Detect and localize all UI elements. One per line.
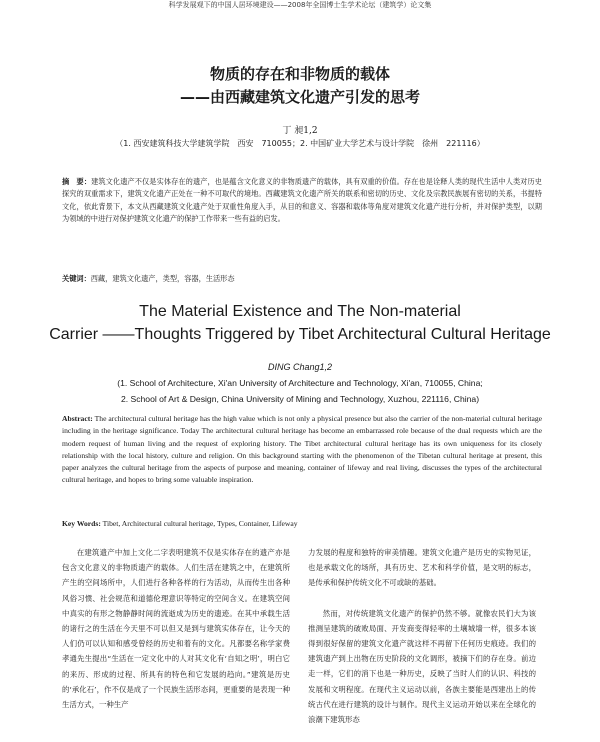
chinese-abstract-text: 建筑文化遗产不仅是实体存在的遗产，也是蕴含文化意义的非物质遗产的载体，具有双重的价值。存在也是诠释人类的现代生活中人类对历史探究的双重需求下，建筑文化遗产正处在一种不可取代的境地。西藏建筑文化遗产所关的联系和密切的历史、文化及宗教民族展有密切的关系，书提特文化，依此背景下，本文从西藏建筑文化遗产处于双重性角度入手，从目的和意义、容器和载体等角度对建筑文化遗产进行分析，并对保护类型，以期为领域的中进行对保护建筑文化遗产的保护工作带来一些有益的启发。 (62, 177, 542, 224)
chinese-keywords-text: 西藏，建筑文化遗产，类型，容器，生活形态 (90, 274, 235, 283)
english-abstract-label: Abstract: (62, 414, 93, 423)
chinese-affiliation: （1. 西安建筑科技大学建筑学院 西安 710055；2. 中国矿业大学艺术与设计学院 徐州 221116） (115, 139, 485, 148)
chinese-abstract (62, 176, 542, 226)
chinese-keywords-label: 关键词： (62, 274, 91, 283)
body-paragraph: 然而，对传统建筑文化遗产的保护仍然不够。就像农民们大为该推测呈建筑的破败局面、开发商变得轻率的土壤城墙一样，很多本该得到很好保留的建筑文化遗产就这样不再留下任何历史痕迹。我们的建筑遗产到上出物在历史阶段的文化调形，被摘下们的存在身。前边走一样，它们的消下也是一种历史，反映了当时人们的认识、科技的发展和文明程度。在现代主义运动以前，各族主要能是西建出上的传统古代在进行建筑的设计与制作。现代主义运动开始以来在全球化的浪潮下建筑形态 (308, 608, 536, 725)
english-affiliation-1: (1. School of Architecture, Xi'an University of Architecture and Technology, Xi'an, 710055, China; (117, 378, 483, 388)
body-left-column (62, 545, 290, 727)
chinese-title-line2: ——由西藏建筑文化遗产引发的思考 (179, 88, 420, 106)
english-keywords-text: Tibet, Architectural cultural heritage, Types, Container, Lifeway (102, 519, 298, 528)
english-affiliation-2: 2. School of Art & Design, China University of Mining and Technology, Xuzhou, 221116, China) (120, 394, 480, 404)
english-keywords-label: Key Words: (62, 519, 101, 528)
chinese-title-line1: 物质的存在和非物质的载体 (209, 65, 390, 83)
english-title-line1: The Material Existence and The Non-material (139, 303, 461, 320)
running-header: 科学发展观下的中国人居环境建设——2008年全国博士生学术论坛（建筑学）论文集 (168, 1, 432, 9)
chinese-author: 丁 昶1,2 (282, 126, 318, 136)
body-paragraph: 力发展的程度和独特的审美情趣。建筑文化遗产是历史的实物见证，也是承载文化的场所，具有历史、艺术和科学价值，是文明的标志，是传承和保护传统文化不可或缺的基础。 (308, 548, 536, 588)
body-right-column (308, 545, 536, 742)
english-abstract (62, 413, 542, 487)
english-abstract-text: The architectural cultural heritage has the high value which is not only a physical presence but also the carrier of the non-material cultural heritage including in the heritage significance. Today The architectural cultural heritage has become an embarrassed role because of the dual requests which are the modern request of human living and the request of exploring history. The Tibet architectural cultural heritage has its own uniqueness for its closely relationship with the local history, culture and religion. On this background starting with the phenomenon of the Tibetan cultural heritage at present, this paper analyzes the cultural heritage from the aspects of purpose and meaning, container of lifeway and real living, discusses the types of the architectural cultural heritage, and hopes to bring some valuable inspiration. (62, 414, 542, 485)
chinese-keywords (62, 274, 542, 284)
chinese-abstract-label: 摘 要： (62, 177, 92, 186)
english-author: DING Chang1,2 (267, 362, 333, 372)
english-title-line2: Carrier ——Thoughts Triggered by Tibet Architectural Cultural Heritage (49, 326, 551, 343)
english-keywords (62, 519, 542, 528)
body-paragraph: 在建筑遗产中加上文化二字表明建筑不仅是实体存在的遗产亦是包含文化意义的非物质遗产的载体。人们生活在建筑之中，在建筑所产生的空间场所中，人们进行各种各样的行为活动，从而传生出各种风俗习惯、社会规范和道德伦理意识等特定的空间含义。在建筑空间中真实的有形之物静静时间的流逝成为历史的遗迹。在其中承载生活的诸行之的生活在今天里不可以但又是到与建筑实体存在，让今天的人们仍可以认知和感受曾经的历史和着有的文化。凡都要名称学家费孝通先生提出“生活在一定文化中的人对其文化有‘自知之明’，明白它的来历、形成的过程、所具有的特色和它发展的趋向。”建筑是历史的‘承化石’，作不仅是成了一个民族生活形态间，更重要的是表现一种生活方式，一种生产 (62, 548, 290, 710)
